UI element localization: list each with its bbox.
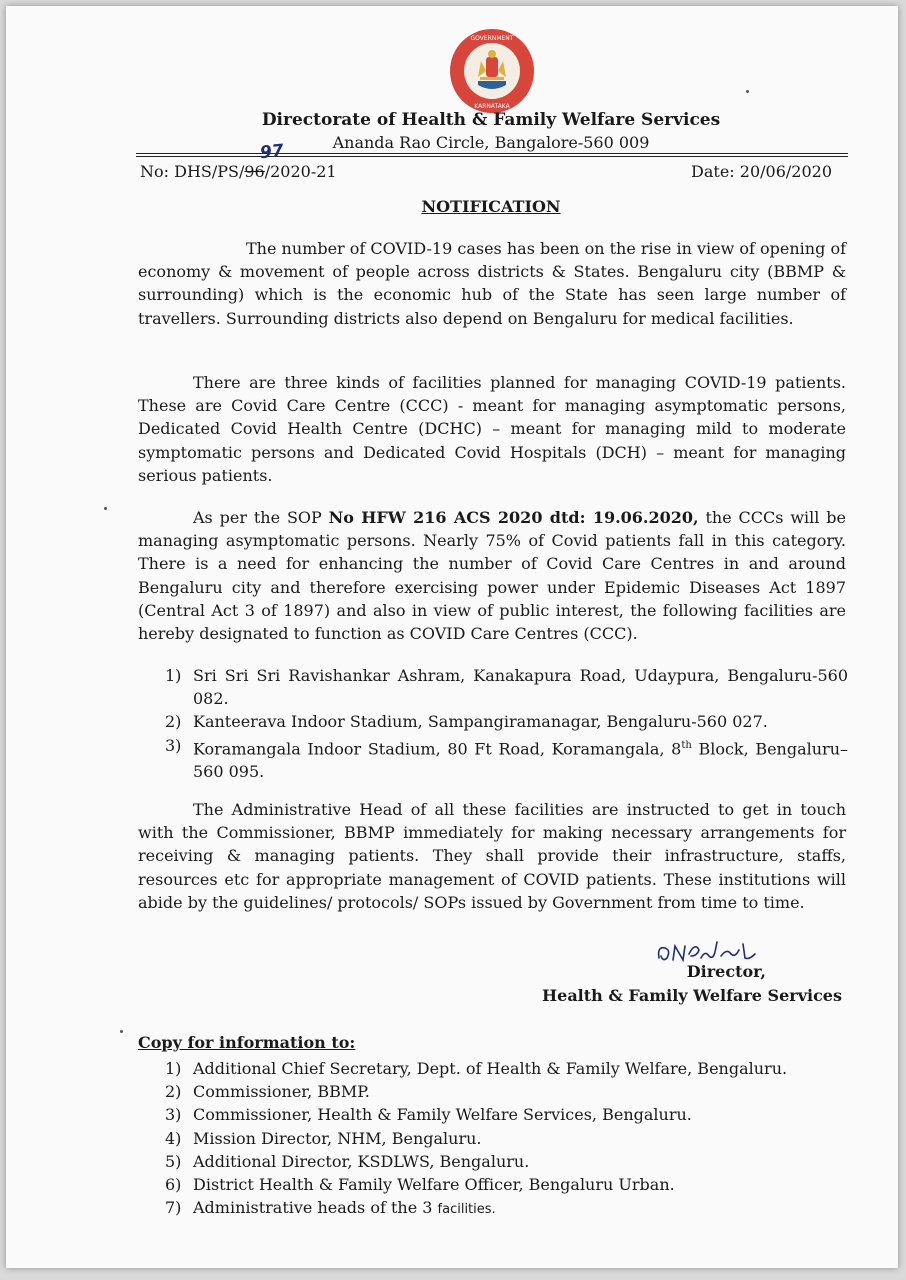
- recipient-text: District Health & Family Welfare Officer, Bengaluru Urban.: [193, 1175, 675, 1195]
- signatory-organisation: Health & Family Welfare Services: [542, 986, 842, 1005]
- list-item: [165, 1173, 848, 1196]
- directorate-title: Directorate of Health & Family Welfare Services: [261, 110, 721, 130]
- recipient-text: Mission Director, NHM, Bengaluru.: [193, 1128, 482, 1148]
- notification-date: Date: 20/06/2020: [691, 162, 832, 181]
- list-item: [165, 1196, 848, 1221]
- header-divider-double: [136, 156, 848, 157]
- paragraph-designation: [138, 506, 846, 645]
- list-number: 1): [165, 1059, 182, 1078]
- handwritten-correction: 97: [259, 140, 285, 164]
- recipient-text: Additional Director, KSDLWS, Bengaluru.: [193, 1151, 530, 1171]
- recipient-text: Administrative heads of the 3: [193, 1198, 438, 1218]
- svg-text:KARNATAKA: KARNATAKA: [474, 103, 510, 110]
- notification-heading: NOTIFICATION: [421, 197, 561, 216]
- list-number: 3): [165, 1105, 182, 1125]
- paragraph-context: The number of COVID-19 cases has been on the rise in view of opening of economy & movement of people across districts & States. Bengaluru city (BBMP & surrounding) which is the economic hub of the State has seen large number of travellers. Surrounding districts also depend on Bengaluru for medical facilities.: [138, 239, 846, 328]
- paragraph-instructions: The Administrative Head of all these facilities are instructed to get in touch with the Commissioner, BBMP immediately for making necessary arrangements for receiving & managing patients. They shall provide their infrastructure, staffs, resources etc for appropriate management of COVID patients. These institutions will abide by the guidelines/ protocols/ SOPs issued by Government from time to time.: [138, 800, 846, 912]
- sop-reference: No HFW 216 ACS 2020 dtd: 19.06.2020,: [328, 508, 699, 527]
- list-number: 4): [165, 1128, 182, 1148]
- recipient-text: Commissioner, BBMP.: [193, 1082, 370, 1102]
- list-item: [165, 734, 848, 784]
- facility-text: Kanteerava Indoor Stadium, Sampangiramanagar, Bengaluru-560 027.: [193, 712, 768, 732]
- scan-speck: [746, 90, 749, 93]
- list-number: 5): [165, 1151, 182, 1171]
- reference-suffix: /2020-21: [264, 162, 337, 181]
- list-item: [165, 1103, 848, 1126]
- list-item: [165, 664, 848, 710]
- reference-struck-number: 96: [244, 162, 265, 181]
- signatory-title: Director,: [686, 962, 766, 981]
- directorate-address: Ananda Rao Circle, Bangalore-560 009: [332, 133, 650, 152]
- facility-list: [165, 664, 848, 783]
- list-item: [165, 1080, 848, 1103]
- list-number: 1): [165, 666, 182, 685]
- recipient-text-small: facilities.: [437, 1202, 496, 1218]
- list-number: 6): [165, 1175, 182, 1195]
- karnataka-government-emblem: [448, 27, 536, 115]
- scan-speck: [120, 1030, 123, 1033]
- list-number: 3): [165, 735, 182, 755]
- list-item: [165, 1127, 848, 1150]
- header-divider: [136, 153, 848, 154]
- copy-recipient-list: [165, 1057, 848, 1221]
- reference-prefix: No: DHS/PS/: [140, 162, 245, 181]
- facility-text-end: Block, Bengaluru–560 095.: [193, 738, 849, 782]
- paragraph-facility-types: There are three kinds of facilities planned for managing COVID-19 patients. These are Covid Care Centre (CCC) - meant for managing asymptomatic persons, Dedicated Covid Health Centre (DCHC) – meant for managing mild to moderate symptomatic persons and Dedicated Covid Hospitals (DCH) – meant for managing serious patients.: [138, 373, 846, 485]
- svg-text:GOVERNMENT: GOVERNMENT: [470, 35, 514, 42]
- paragraph-designation-body: the CCCs will be managing asymptomatic persons. Nearly 75% of Covid patients fall in this category. There is a need for enhancing the number of Covid Care Centres in and around Bengaluru city and therefore exercising power under Epidemic Diseases Act 1897 (Central Act 3 of 1897) and also in view of public interest, the following facilities are hereby designated to function as COVID Care Centres (CCC).: [138, 508, 846, 644]
- facility-text-start: Koramangala Indoor Stadium, 80 Ft Road, Koramangala, 8: [193, 738, 682, 758]
- list-number: 2): [165, 1082, 182, 1102]
- recipient-text: Commissioner, Health & Family Welfare Services, Bengaluru.: [193, 1105, 692, 1125]
- ordinal-suffix: th: [681, 739, 692, 751]
- list-number: 7): [165, 1198, 182, 1218]
- list-number: 2): [165, 712, 182, 732]
- scan-speck: [104, 507, 107, 510]
- facility-text: Sri Sri Sri Ravishankar Ashram, Kanakapura Road, Udaypura, Bengaluru-560 082.: [193, 666, 848, 709]
- list-item: [165, 1150, 848, 1173]
- recipient-text: Additional Chief Secretary, Dept. of Health & Family Welfare, Bengaluru.: [193, 1059, 788, 1078]
- list-item: [165, 710, 848, 733]
- list-item: [165, 1057, 848, 1080]
- copy-to-heading: Copy for information to:: [138, 1033, 356, 1052]
- paragraph-designation-intro: As per the SOP: [193, 508, 329, 527]
- reference-number: [140, 140, 337, 181]
